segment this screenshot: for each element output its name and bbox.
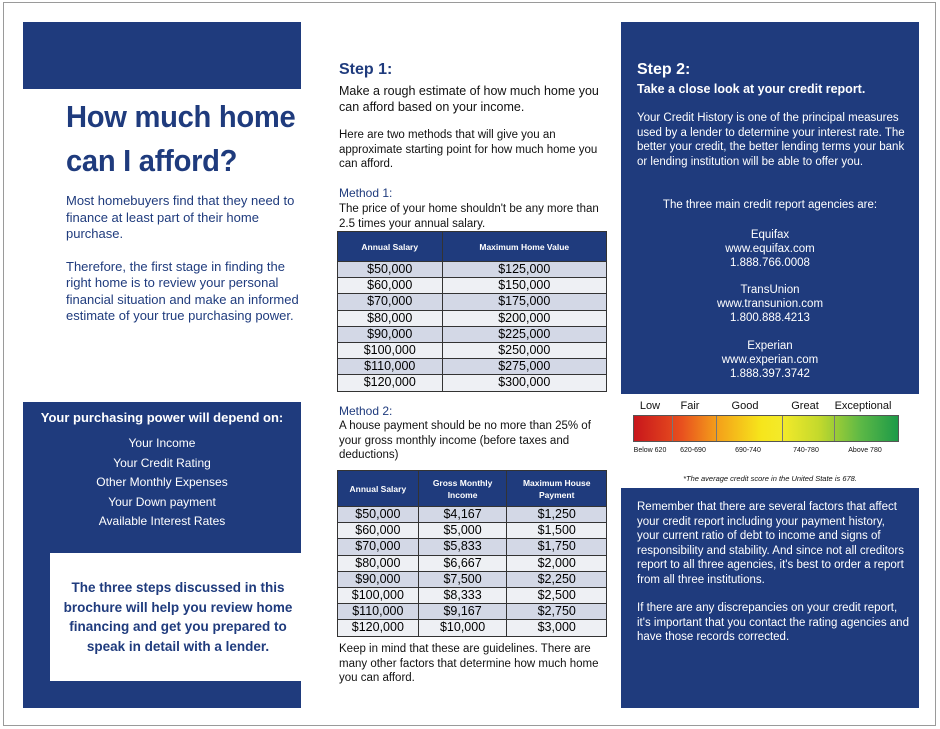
table-cell: $150,000	[442, 278, 606, 294]
callout-text: The three steps discussed in this brochure will help you review home financing and get you prepared to speak in detail with a lender.	[63, 580, 293, 654]
table-cell: $7,500	[418, 571, 507, 587]
agency-url: www.transunion.com	[716, 298, 824, 310]
step1-subheading: Make a rough estimate of how much home you can afford based on your income.	[339, 84, 599, 114]
credit-score-gradient-bar	[633, 415, 899, 442]
table-cell: $1,500	[507, 523, 607, 539]
table-row	[338, 587, 607, 603]
callout-box	[50, 553, 302, 681]
credit-factors-paragraph-1: Remember that there are several factors that affect your credit report including your payment history, your current ratio of debt to income and signs of responsibility and stability. And since not all creditors report to all three agencies, it's best to order a report from all three institutions.	[637, 501, 904, 586]
range-label: Below 620	[633, 447, 667, 454]
agency-phone: 1.888.397.3742	[730, 368, 810, 380]
table-row	[338, 262, 607, 278]
table-cell: $175,000	[442, 294, 606, 310]
table-header: Maximum Home Value	[442, 232, 606, 262]
agency-name: TransUnion	[740, 284, 800, 296]
table-cell: $8,333	[418, 587, 507, 603]
table-cell: $200,000	[442, 310, 606, 326]
purchasing-power-heading: Your purchasing power will depend on:	[40, 410, 284, 425]
table-cell: $90,000	[338, 571, 419, 587]
table-row	[338, 326, 607, 342]
table-cell: $3,000	[507, 620, 607, 636]
table-cell: $10,000	[418, 620, 507, 636]
table-cell: $250,000	[442, 342, 606, 358]
agency-name: Experian	[747, 340, 793, 352]
score-divider	[672, 416, 673, 441]
table-header: Gross Monthly Income	[418, 471, 507, 507]
intro-paragraph-2: Therefore, the first stage in finding the right home is to review your personal financial situation and make an informed estimate of your true purchasing power.	[66, 258, 299, 323]
score-divider	[782, 416, 783, 441]
agency-phone: 1.800.888.4213	[730, 312, 810, 324]
table-row	[338, 507, 607, 523]
column1-header-bar	[23, 22, 301, 89]
table-cell: $275,000	[442, 359, 606, 375]
table-cell: $1,750	[507, 539, 607, 555]
method2-heading: Method 2:	[339, 404, 393, 418]
range-label: Above 780	[848, 447, 882, 454]
title-line-2: can I afford?	[66, 143, 238, 178]
table-cell: $5,833	[418, 539, 507, 555]
agency-url: www.equifax.com	[725, 243, 815, 255]
agencies-heading: The three main credit report agencies are:	[662, 199, 878, 211]
table-row	[338, 359, 607, 375]
step2-subheading: Take a close look at your credit report.	[637, 82, 866, 96]
table-row	[338, 620, 607, 636]
table-row	[338, 310, 607, 326]
credit-factors-panel	[621, 488, 919, 708]
table-row	[338, 294, 607, 310]
rating-label: Low	[639, 400, 661, 412]
list-item: Available Interest Rates	[98, 514, 226, 529]
table-cell: $100,000	[338, 342, 443, 358]
intro-paragraph-1: Most homebuyers find that they need to finance at least part of their home purchase.	[66, 193, 295, 241]
table-row	[338, 523, 607, 539]
table-cell: $120,000	[338, 375, 443, 391]
table-cell: $60,000	[338, 278, 443, 294]
table-row	[338, 604, 607, 620]
agency-transunion	[621, 283, 919, 325]
table-cell: $125,000	[442, 262, 606, 278]
table-cell: $4,167	[418, 507, 507, 523]
table-cell: $50,000	[338, 262, 443, 278]
house-payment-table	[337, 470, 607, 637]
table-cell: $80,000	[338, 310, 443, 326]
agency-experian	[621, 339, 919, 381]
rating-label: Good	[731, 400, 759, 412]
table-header: Annual Salary	[338, 471, 419, 507]
title-line-1: How much home	[66, 99, 296, 134]
range-label: 690-740	[735, 447, 761, 454]
range-label: 740-780	[793, 447, 819, 454]
table-cell: $110,000	[338, 604, 419, 620]
table-cell: $110,000	[338, 359, 443, 375]
guidelines-note: Keep in mind that these are guidelines. There are many other factors that determine how much home you can afford.	[339, 643, 599, 684]
list-item: Your Down payment	[108, 494, 216, 509]
table-cell: $6,667	[418, 555, 507, 571]
table-cell: $225,000	[442, 326, 606, 342]
credit-rating-labels	[621, 400, 919, 414]
table-cell: $2,750	[507, 604, 607, 620]
table-cell: $100,000	[338, 587, 419, 603]
table-row	[338, 342, 607, 358]
step1-heading: Step 1:	[339, 61, 393, 78]
table-cell: $80,000	[338, 555, 419, 571]
credit-history-paragraph: Your Credit History is one of the principal measures used by a lender to determine your interest rate. The better your credit, the better lending terms your bank or lending institution will be able to offer you.	[637, 112, 905, 168]
list-item: Your Income	[128, 436, 196, 450]
table-cell: $90,000	[338, 326, 443, 342]
credit-score-ranges	[621, 447, 919, 457]
table-cell: $1,250	[507, 507, 607, 523]
rating-label: Fair	[680, 400, 700, 412]
table-header: Annual Salary	[338, 232, 443, 262]
table-cell: $2,250	[507, 571, 607, 587]
table-header: Maximum House Payment	[507, 471, 607, 507]
table-row	[338, 571, 607, 587]
method2-text: A house payment should be no more than 25% of your gross monthly income (before taxes and deductions)	[339, 420, 591, 461]
table-cell: $5,000	[418, 523, 507, 539]
step1-intro: Here are two methods that will give you an approximate starting point for how much home you can afford.	[339, 129, 598, 170]
agency-equifax	[621, 228, 919, 270]
list-item: Your Credit Rating	[113, 455, 211, 470]
score-divider	[716, 416, 717, 441]
table-row	[338, 278, 607, 294]
range-label: 620-690	[680, 447, 706, 454]
table-cell: $50,000	[338, 507, 419, 523]
credit-factors-paragraph-2: If there are any discrepancies on your credit report, it's important that you contact the rating agencies and have those records corrected.	[637, 602, 909, 643]
table-cell: $60,000	[338, 523, 419, 539]
purchasing-power-list	[23, 434, 301, 532]
list-item: Other Monthly Expenses	[96, 475, 228, 490]
table-cell: $70,000	[338, 539, 419, 555]
agency-url: www.experian.com	[721, 354, 819, 366]
table-cell: $2,000	[507, 555, 607, 571]
table-row	[338, 555, 607, 571]
step2-heading: Step 2:	[637, 61, 691, 78]
home-value-table	[337, 231, 607, 392]
agency-phone: 1.888.766.0008	[730, 257, 810, 269]
score-divider	[834, 416, 835, 441]
intro-text	[66, 193, 306, 341]
table-cell: $2,500	[507, 587, 607, 603]
average-score-note: *The average credit score in the United State is 678.	[683, 474, 857, 483]
table-cell: $300,000	[442, 375, 606, 391]
method1-heading: Method 1:	[339, 186, 393, 200]
method1-text: The price of your home shouldn't be any more than 2.5 times your annual salary.	[339, 203, 599, 230]
agency-name: Equifax	[750, 229, 790, 241]
step2-panel	[621, 22, 919, 394]
credit-factors-text	[637, 500, 909, 659]
page-title	[66, 95, 296, 183]
rating-label: Great	[791, 400, 819, 412]
table-cell: $70,000	[338, 294, 443, 310]
table-row	[338, 539, 607, 555]
table-row	[338, 375, 607, 391]
table-cell: $120,000	[338, 620, 419, 636]
table-cell: $9,167	[418, 604, 507, 620]
rating-label: Exceptional	[834, 400, 892, 412]
